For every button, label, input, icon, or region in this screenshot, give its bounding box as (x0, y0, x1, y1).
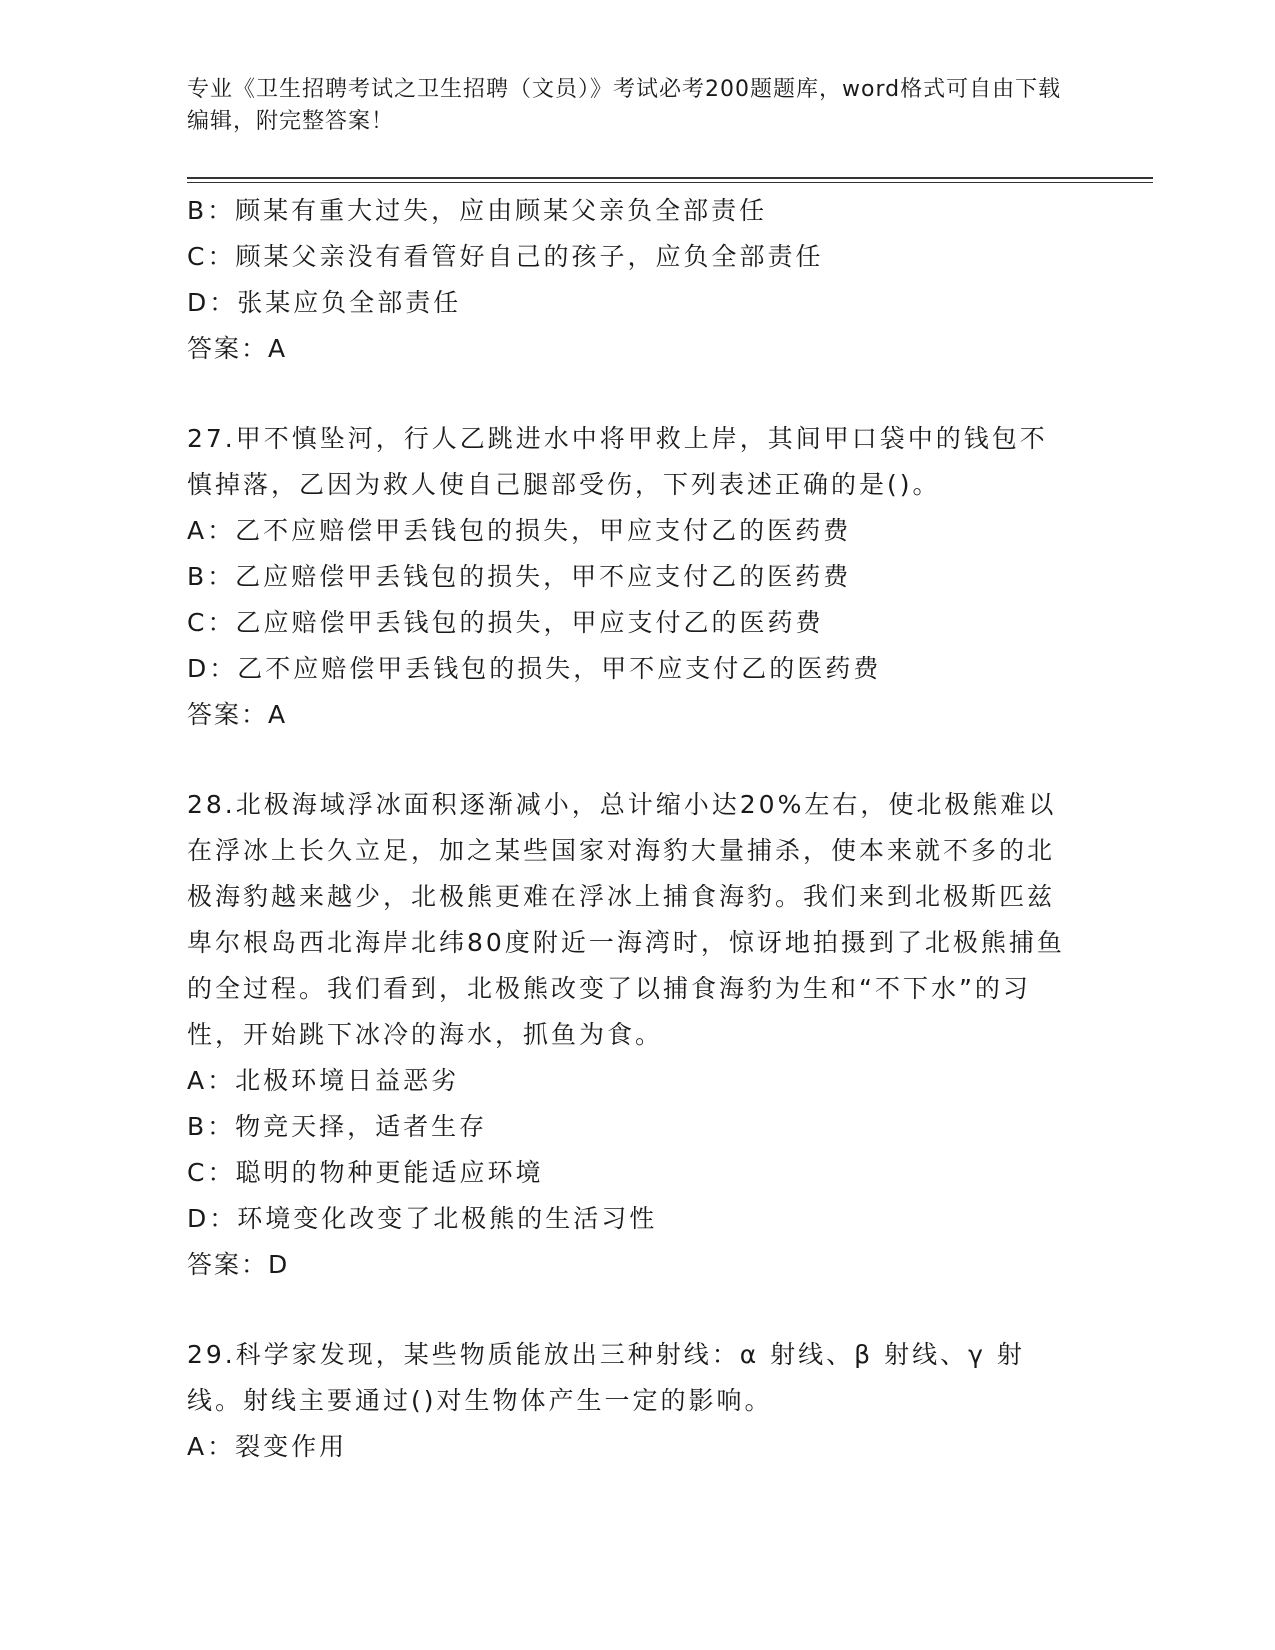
option-d: D：张某应负全部责任 (187, 288, 462, 317)
option-c: C：聪明的物种更能适应环境 (187, 1158, 544, 1187)
question-29 (187, 1332, 1087, 1470)
option-c: C：乙应赔偿甲丢钱包的损失，甲应支付乙的医药费 (187, 608, 824, 637)
header-rule-thin (187, 182, 1153, 183)
spacer (187, 372, 1087, 416)
question-stem: 27.甲不慎坠河，行人乙跳进水中将甲救上岸，其间甲口袋中的钱包不慎掉落，乙因为救人使自己腿部受伤，下列表述正确的是()。 (187, 424, 1048, 499)
question-26-tail (187, 188, 1087, 372)
option-a: A：北极环境日益恶劣 (187, 1066, 460, 1095)
option-a: A：裂变作用 (187, 1432, 348, 1461)
question-27 (187, 416, 1087, 738)
option-b: B：乙应赔偿甲丢钱包的损失，甲不应支付乙的医药费 (187, 562, 852, 591)
question-list (187, 188, 1087, 1470)
question-stem: 28.北极海域浮冰面积逐渐减小，总计缩小达20%左右，使北极熊难以在浮冰上长久立足，加之某些国家对海豹大量捕杀，使本来就不多的北极海豹越来越少，北极熊更难在浮冰上捕食海豹。我们来到北极斯匹兹卑尔根岛西北海岸北纬80度附近一海湾时，惊讶地拍摄到了北极熊捕鱼的全过程。我们看到，北极熊改变了以捕食海豹为生和“不下水”的习性，开始跳下冰冷的海水，抓鱼为食。 (187, 790, 1065, 1049)
option-b: B：顾某有重大过失，应由顾某父亲负全部责任 (187, 196, 768, 225)
option-b: B：物竞天择，适者生存 (187, 1112, 488, 1141)
spacer (187, 1288, 1087, 1332)
option-a: A：乙不应赔偿甲丢钱包的损失，甲应支付乙的医药费 (187, 516, 852, 545)
question-stem: 29.科学家发现，某些物质能放出三种射线：α 射线、β 射线、γ 射线。射线主要通过()对生物体产生一定的影响。 (187, 1340, 1025, 1415)
answer: 答案：A (187, 334, 288, 363)
page-header: 专业《卫生招聘考试之卫生招聘（文员）》考试必考200题题库，word格式可自由下载编辑，附完整答案！ (187, 77, 1062, 134)
option-d: D：乙不应赔偿甲丢钱包的损失，甲不应支付乙的医药费 (187, 654, 882, 683)
option-d: D：环境变化改变了北极熊的生活习性 (187, 1204, 658, 1233)
question-28 (187, 782, 1087, 1288)
spacer (187, 738, 1087, 782)
header-rule (187, 177, 1153, 179)
answer: 答案：A (187, 700, 288, 729)
answer: 答案：D (187, 1250, 290, 1279)
option-c: C：顾某父亲没有看管好自己的孩子，应负全部责任 (187, 242, 824, 271)
